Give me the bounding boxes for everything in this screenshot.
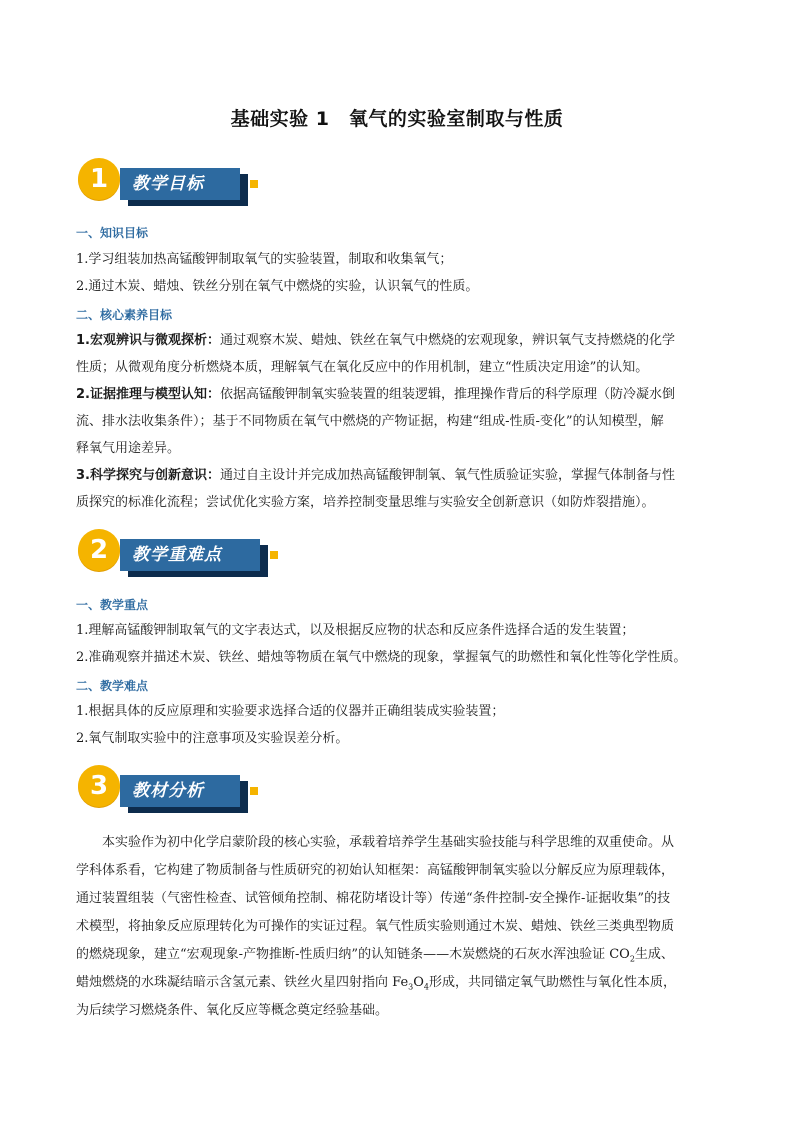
paragraph-line: 本实验作为初中化学启蒙阶段的核心实验，承载着培养学生基础实验技能与科学思维的双重使命。从 — [76, 835, 675, 850]
paragraph-line: 依据高锰酸钾制氧实验装置的组装逻辑，推理操作背后的科学原理（防冷凝水倒 — [219, 387, 675, 402]
subheading-key-points: 一、教学重点 — [76, 598, 149, 612]
paragraph-line: 质探究的标准化流程；尝试优化实验方案，培养控制变量思维与实验安全创新意识（如防炸裂措施）。 — [76, 495, 655, 510]
key-points — [76, 617, 718, 671]
section-number-badge: 1 — [78, 158, 120, 200]
knowledge-goals — [76, 246, 718, 300]
subscript: 3 — [408, 982, 414, 992]
goal-heading: 1.宏观辨识与微观探析： — [76, 333, 220, 348]
paragraph-line: 2.通过木炭、蜡烛、铁丝分别在氧气中燃烧的实验，认识氧气的性质。 — [76, 279, 479, 294]
goal-heading: 2.证据推理与模型认知： — [76, 387, 220, 402]
paragraph-line: 流、排水法收集条件）；基于不同物质在氧气中燃烧的产物证据，构建“组成-性质-变化”的认知模型，解 — [76, 414, 664, 429]
badge-dot — [270, 551, 278, 559]
paragraph-line: 通过装置组装（气密性检查、试管倾角控制、棉花防堵设计等）传递“条件控制-安全操作-证据收集”的技 — [76, 891, 671, 906]
section-label: 教学重难点 — [120, 539, 260, 571]
subscript: 4 — [423, 982, 429, 992]
text-run: 的燃烧现象，建立“宏观现象-产物推断-性质归纳”的认知链条——木炭燃烧的石灰水浑浊验证 CO — [76, 947, 630, 962]
text-run: 生成、 — [634, 947, 674, 962]
text-run: 蜡烛燃烧的水珠凝结暗示含氢元素、铁丝火星四射指向 Fe — [76, 975, 409, 990]
badge-dot — [250, 787, 258, 795]
paragraph-line: 1.理解高锰酸钾制取氧气的文字表达式，以及根据反应物的状态和反应条件选择合适的发生装置； — [76, 623, 635, 638]
section-number-badge: 3 — [78, 765, 120, 807]
subscript: 2 — [629, 954, 635, 964]
section-number-badge: 2 — [78, 529, 120, 571]
text-run: O — [413, 975, 424, 990]
subheading-knowledge: 一、知识目标 — [76, 226, 149, 240]
section-label: 教学目标 — [120, 168, 240, 200]
paragraph-line: 1.学习组装加热高锰酸钾制取氧气的实验装置，制取和收集氧气； — [76, 252, 453, 267]
badge-dot — [250, 180, 258, 188]
paragraph-line: 通过自主设计并完成加热高锰酸钾制氧、氧气性质验证实验，掌握气体制备与性 — [219, 468, 675, 483]
paragraph-line: 性质；从微观角度分析燃烧本质，理解氧气在氧化反应中的作用机制，建立“性质决定用途”的认知。 — [76, 360, 649, 375]
text-run: 形成，共同锚定氧气助燃性与氧化性本质， — [429, 975, 677, 990]
subheading-core-literacy: 二、核心素养目标 — [76, 308, 173, 322]
page-title: 基础实验 1 氧气的实验室制取与性质 — [230, 108, 564, 130]
paragraph-line: 学科体系看，它构建了物质制备与性质研究的初始认知框架：高锰酸钾制氧实验以分解反应为原理载体， — [76, 863, 675, 878]
paragraph-line: 释氧气用途差异。 — [76, 441, 181, 456]
section-header-material-analysis — [76, 765, 276, 817]
paragraph-line: 通过观察木炭、蜡烛、铁丝在氧气中燃烧的宏观现象，辨识氧气支持燃烧的化学 — [219, 333, 675, 348]
difficult-points — [76, 698, 718, 752]
section-header-teaching-goals — [76, 158, 276, 210]
section-header-key-difficult-points — [76, 529, 276, 581]
paragraph-line: 为后续学习燃烧条件、氧化反应等概念奠定经验基础。 — [76, 1003, 389, 1018]
core-literacy-goals — [76, 327, 718, 516]
paragraph-line — [76, 969, 721, 997]
paragraph-line: 2.准确观察并描述木炭、铁丝、蜡烛等物质在氧气中燃烧的现象，掌握氧气的助燃性和氧化性等化学性质。 — [76, 650, 687, 665]
subheading-difficult-points: 二、教学难点 — [76, 679, 149, 693]
goal-heading: 3.科学探究与创新意识： — [76, 468, 220, 483]
paragraph-line — [76, 941, 721, 969]
material-analysis-text — [76, 829, 721, 1025]
paragraph-line: 1.根据具体的反应原理和实验要求选择合适的仪器并正确组装成实验装置； — [76, 704, 505, 719]
paragraph-line: 术模型，将抽象反应原理转化为可操作的实证过程。氧气性质实验则通过木炭、蜡烛、铁丝三类典型物质 — [76, 919, 675, 934]
paragraph-line: 2.氧气制取实验中的注意事项及实验误差分析。 — [76, 731, 349, 746]
section-label: 教材分析 — [120, 775, 240, 807]
